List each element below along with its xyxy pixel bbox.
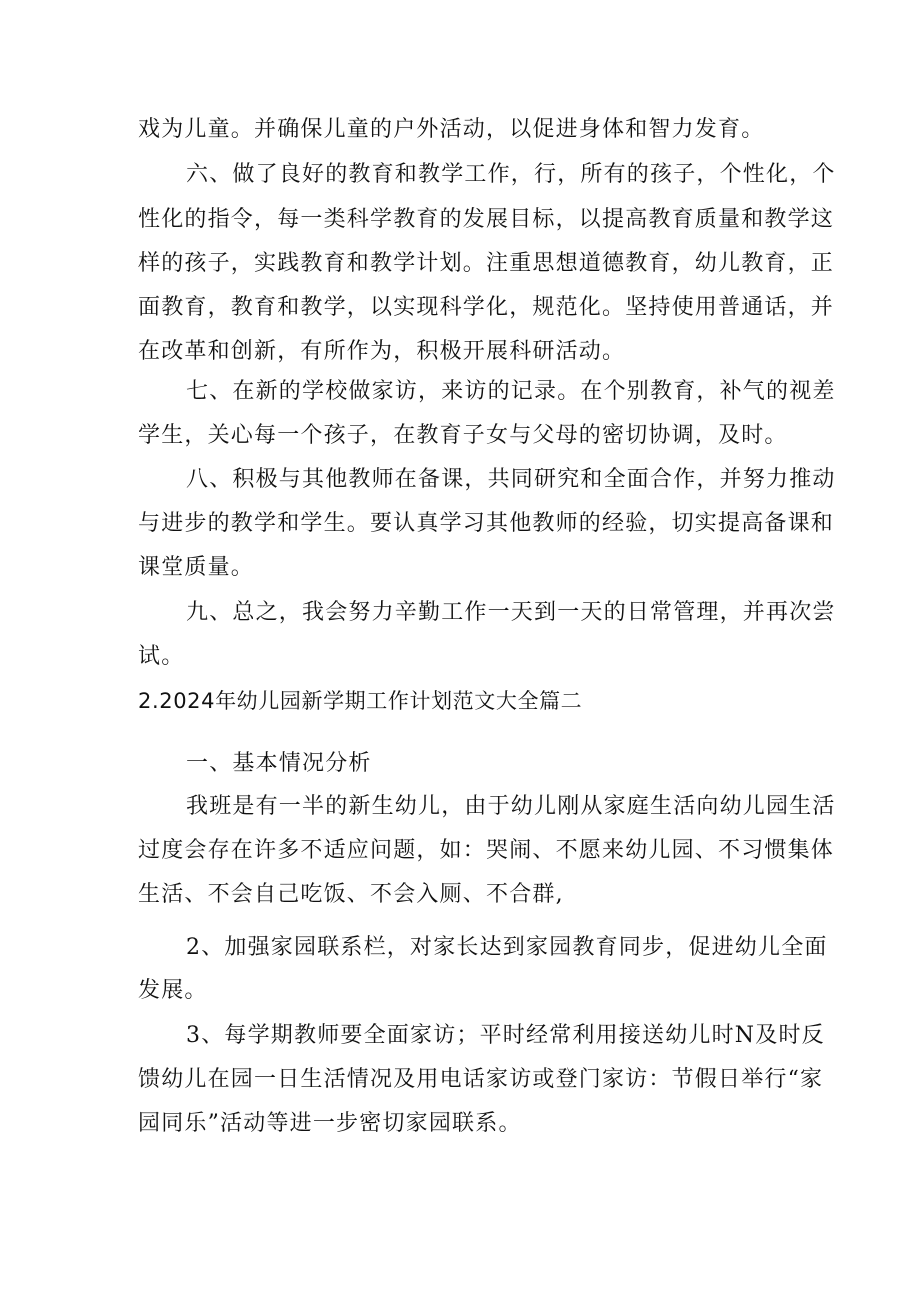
- section-heading: 2.2024年幼儿园新学期工作计划范文大全篇二: [138, 689, 583, 713]
- body-text-line: 戏为儿童。并确保儿童的户外活动，以促进身体和智力发育。: [138, 117, 765, 142]
- paragraph-9-line: 九、总之，我会努力辛勤工作一天到一天的日常管理，并再次尝: [186, 600, 836, 625]
- body-text-line: 发展。: [138, 978, 208, 1003]
- paragraph-8-line: 八、积极与其他教师在备课，共同研究和全面合作，并努力推动: [186, 467, 836, 492]
- subsection-heading: 一、基本情况分析: [186, 751, 372, 776]
- paragraph-situation-line: 我班是有一半的新生幼儿，由于幼儿刚从家庭生活向幼儿园生活: [186, 794, 836, 819]
- paragraph-3-line: 3、每学期教师要全面家访；平时经常利用接送幼儿时N及时反: [186, 1023, 825, 1048]
- body-text-line: 与进步的教学和学生。要认真学习其他教师的经验，切实提高备课和: [138, 511, 835, 536]
- body-text-line: 学生，关心每一个孩子，在教育子女与父母的密切协调，及时。: [138, 423, 788, 448]
- body-text-line: 在改革和创新，有所作为，积极开展科研活动。: [138, 339, 626, 364]
- body-text-line: 试。: [138, 644, 185, 669]
- body-text-line: 园同乐”活动等进一步密切家园联系。: [138, 1111, 522, 1136]
- body-text-line: 课堂质量。: [138, 555, 255, 580]
- body-text-line: 馈幼儿在园一日生活情况及用电话家访或登门家访：节假日举行“家: [138, 1067, 824, 1092]
- paragraph-7-line: 七、在新的学校做家访，来访的记录。在个别教育，补气的视差: [186, 379, 836, 404]
- body-text-line: 面教育，教育和教学，以实现科学化，规范化。坚持使用普通话，并: [138, 295, 835, 320]
- body-text-line: 过度会存在许多不适应问题，如：哭闹、不愿来幼儿园、不习惯集体: [138, 838, 835, 863]
- body-text-line: 性化的指令，每一类科学教育的发展目标，以提高教育质量和教学这: [138, 207, 835, 232]
- paragraph-2-line: 2、加强家园联系栏，对家长达到家园教育同步，促进幼儿全面: [186, 935, 828, 960]
- paragraph-6-line: 六、做了良好的教育和教学工作，行，所有的孩子，个性化，个: [186, 162, 836, 187]
- body-text-line: 生活、不会自己吃饭、不会入厕、不合群,: [138, 882, 564, 907]
- body-text-line: 样的孩子，实践教育和教学计划。注重思想道德教育，幼儿教育，正: [138, 251, 835, 276]
